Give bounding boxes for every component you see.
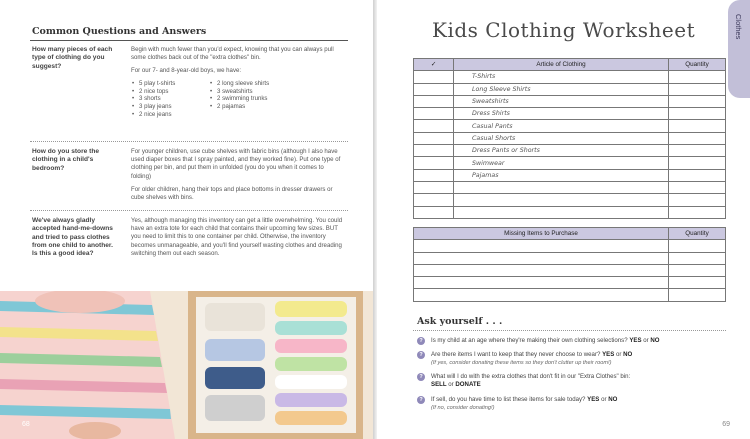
- ask-text: Is my child at an age where they're making their own clothing selections? YES or NO: [431, 337, 660, 344]
- ask-text: What will I do with the extra clothes that don't fit in our "Extra Clothes" bin: SELL or DONATE: [431, 373, 631, 388]
- list-item: • 3 sweatshirts: [209, 88, 309, 96]
- quantity-column-header: Quantity: [669, 59, 726, 71]
- check-cell[interactable]: [414, 194, 454, 206]
- clothing-table: [413, 58, 726, 219]
- answer-1: [131, 46, 345, 119]
- article-cell: Dress Pants or Shorts: [454, 145, 669, 157]
- table-row: [414, 83, 726, 95]
- article-cell: T-Shirts: [454, 71, 669, 83]
- ask-item: [417, 337, 717, 345]
- left-page: [0, 0, 373, 439]
- quantity-cell[interactable]: [669, 120, 726, 132]
- quantity-cell[interactable]: [669, 83, 726, 95]
- quantity-cell[interactable]: [669, 181, 726, 193]
- quantity-cell[interactable]: [669, 289, 726, 301]
- missing-items-table: [413, 227, 726, 302]
- list-item: • 2 long sleeve shirts: [209, 80, 309, 88]
- table-row: [414, 240, 726, 252]
- list-item: • 2 pajamas: [209, 103, 309, 111]
- check-cell[interactable]: [414, 169, 454, 181]
- table-row: [414, 132, 726, 144]
- list-item: • 2 nice tops: [131, 88, 209, 96]
- list-item: • 2 nice jeans: [131, 111, 209, 119]
- answer-2: [131, 148, 345, 207]
- article-cell: Dress Shirts: [454, 108, 669, 120]
- quantity-cell[interactable]: [669, 108, 726, 120]
- ask-text: Are there items I want to keep that they never choose to wear? YES or NO (If yes, consider donating these items so they don't clutter up their room!): [431, 351, 633, 366]
- clothing-drawer-photo: [0, 291, 373, 439]
- divider: [413, 330, 726, 331]
- table-row: [414, 277, 726, 289]
- title-divider: [30, 40, 348, 41]
- article-cell: Long Sleeve Shirts: [454, 83, 669, 95]
- quantity-cell[interactable]: [669, 132, 726, 144]
- check-cell[interactable]: [414, 145, 454, 157]
- section-title: Common Questions and Answers: [32, 26, 207, 37]
- missing-item-cell[interactable]: [414, 240, 669, 252]
- ask-item: [417, 373, 717, 388]
- chapter-tab-label: Clothes: [734, 14, 743, 40]
- table-header-row: [414, 228, 726, 240]
- question-1: How many pieces of each type of clothing do you suggest?: [32, 46, 113, 70]
- page-number-right: 69: [722, 421, 730, 428]
- quantity-cell[interactable]: [669, 206, 726, 218]
- clothing-count-list: [131, 80, 345, 120]
- question-mark-icon: ?: [417, 337, 425, 345]
- list-item: • 3 play jeans: [131, 103, 209, 111]
- question-mark-icon: ?: [417, 373, 425, 381]
- answer-2-p1: For younger children, use cube shelves with fabric bins (although I also have used diaper boxes that I spray painted, and they worked fine). Put one type of clothing per bin, and put them in unfolded (you do you when it comes to folding): [131, 148, 341, 180]
- divider: [30, 210, 348, 211]
- table-row: [414, 95, 726, 107]
- answer-1-lead: For our 7- and 8-year-old boys, we have:: [131, 67, 242, 75]
- check-cell[interactable]: [414, 181, 454, 193]
- check-cell[interactable]: [414, 108, 454, 120]
- article-cell: [454, 181, 669, 193]
- ask-text: If sell, do you have time to list these items for sale today? YES or NO (If no, consider donating!): [431, 396, 618, 411]
- article-cell: Sweatshirts: [454, 95, 669, 107]
- answer-3-p1: Yes, although managing this inventory can get a little overwhelming. You could have an extra tote for each child that contains their upcoming few sizes. BUT you need to limit this to one container per child. Otherwise, the inventory becomes unmanageable, and you'll find yourself wasting clothes and dreading switching them out each season.: [131, 217, 343, 257]
- check-cell[interactable]: [414, 206, 454, 218]
- article-cell: [454, 194, 669, 206]
- table-row: [414, 157, 726, 169]
- question-3: We've always gladly accepted hand-me-downs and tried to pass clothes from one child to another. Is this a good idea?: [32, 217, 113, 258]
- question-mark-icon: ?: [417, 396, 425, 404]
- missing-item-cell[interactable]: [414, 289, 669, 301]
- quantity-cell[interactable]: [669, 169, 726, 181]
- table-row: [414, 181, 726, 193]
- missing-items-column-header: Missing Items to Purchase: [414, 228, 669, 240]
- table-row: [414, 169, 726, 181]
- check-column-header: ✓: [414, 59, 454, 71]
- article-cell: Pajamas: [454, 169, 669, 181]
- question-2: How do you store the clothing in a child's bedroom?: [32, 148, 100, 172]
- list-item: • 5 play t-shirts: [131, 80, 209, 88]
- check-cell[interactable]: [414, 95, 454, 107]
- ask-yourself-title: Ask yourself . . .: [417, 316, 503, 327]
- check-cell[interactable]: [414, 83, 454, 95]
- table-header-row: [414, 59, 726, 71]
- ask-item: [417, 396, 717, 412]
- table-row: [414, 71, 726, 83]
- answer-2-p2: For older children, hang their tops and place bottoms in dresser drawers or cube shelves with bins.: [131, 185, 333, 202]
- quantity-cell[interactable]: [669, 145, 726, 157]
- quantity-cell[interactable]: [669, 264, 726, 276]
- list-item: • 2 swimming trunks: [209, 95, 309, 103]
- article-cell: Casual Shorts: [454, 132, 669, 144]
- page-number-left: 68: [22, 421, 30, 428]
- table-row: [414, 206, 726, 218]
- article-cell: [454, 206, 669, 218]
- wooden-drawer-image: [188, 291, 363, 439]
- quantity-cell[interactable]: [669, 95, 726, 107]
- chapter-tab: [728, 0, 750, 98]
- table-row: [414, 252, 726, 264]
- table-row: [414, 264, 726, 276]
- article-cell: Casual Pants: [454, 120, 669, 132]
- divider: [30, 141, 348, 142]
- right-page: [377, 0, 750, 439]
- missing-item-cell[interactable]: [414, 252, 669, 264]
- check-cell[interactable]: [414, 120, 454, 132]
- table-row: [414, 145, 726, 157]
- quantity-cell[interactable]: [669, 157, 726, 169]
- list-item: • 3 shorts: [131, 95, 209, 103]
- worksheet-title: Kids Clothing Worksheet: [432, 18, 696, 42]
- table-row: [414, 108, 726, 120]
- question-mark-icon: ?: [417, 351, 425, 359]
- drawer-illustration: [0, 291, 373, 439]
- table-row: [414, 120, 726, 132]
- missing-item-cell[interactable]: [414, 264, 669, 276]
- quantity-cell[interactable]: [669, 252, 726, 264]
- answer-1-intro: Begin with much fewer than you'd expect, knowing that you can always pull some clothes back out of the "extra clothes" bin.: [131, 46, 334, 62]
- check-cell[interactable]: [414, 157, 454, 169]
- ask-item: [417, 351, 717, 367]
- quantity-column-header: Quantity: [669, 228, 726, 240]
- check-cell[interactable]: [414, 71, 454, 83]
- table-row: [414, 194, 726, 206]
- missing-item-cell[interactable]: [414, 277, 669, 289]
- table-row: [414, 289, 726, 301]
- quantity-cell[interactable]: [669, 194, 726, 206]
- answer-3: [131, 217, 345, 263]
- article-cell: Swimwear: [454, 157, 669, 169]
- article-column-header: Article of Clothing: [454, 59, 669, 71]
- quantity-cell[interactable]: [669, 71, 726, 83]
- striped-dress-image: [0, 291, 175, 439]
- check-cell[interactable]: [414, 132, 454, 144]
- quantity-cell[interactable]: [669, 240, 726, 252]
- quantity-cell[interactable]: [669, 277, 726, 289]
